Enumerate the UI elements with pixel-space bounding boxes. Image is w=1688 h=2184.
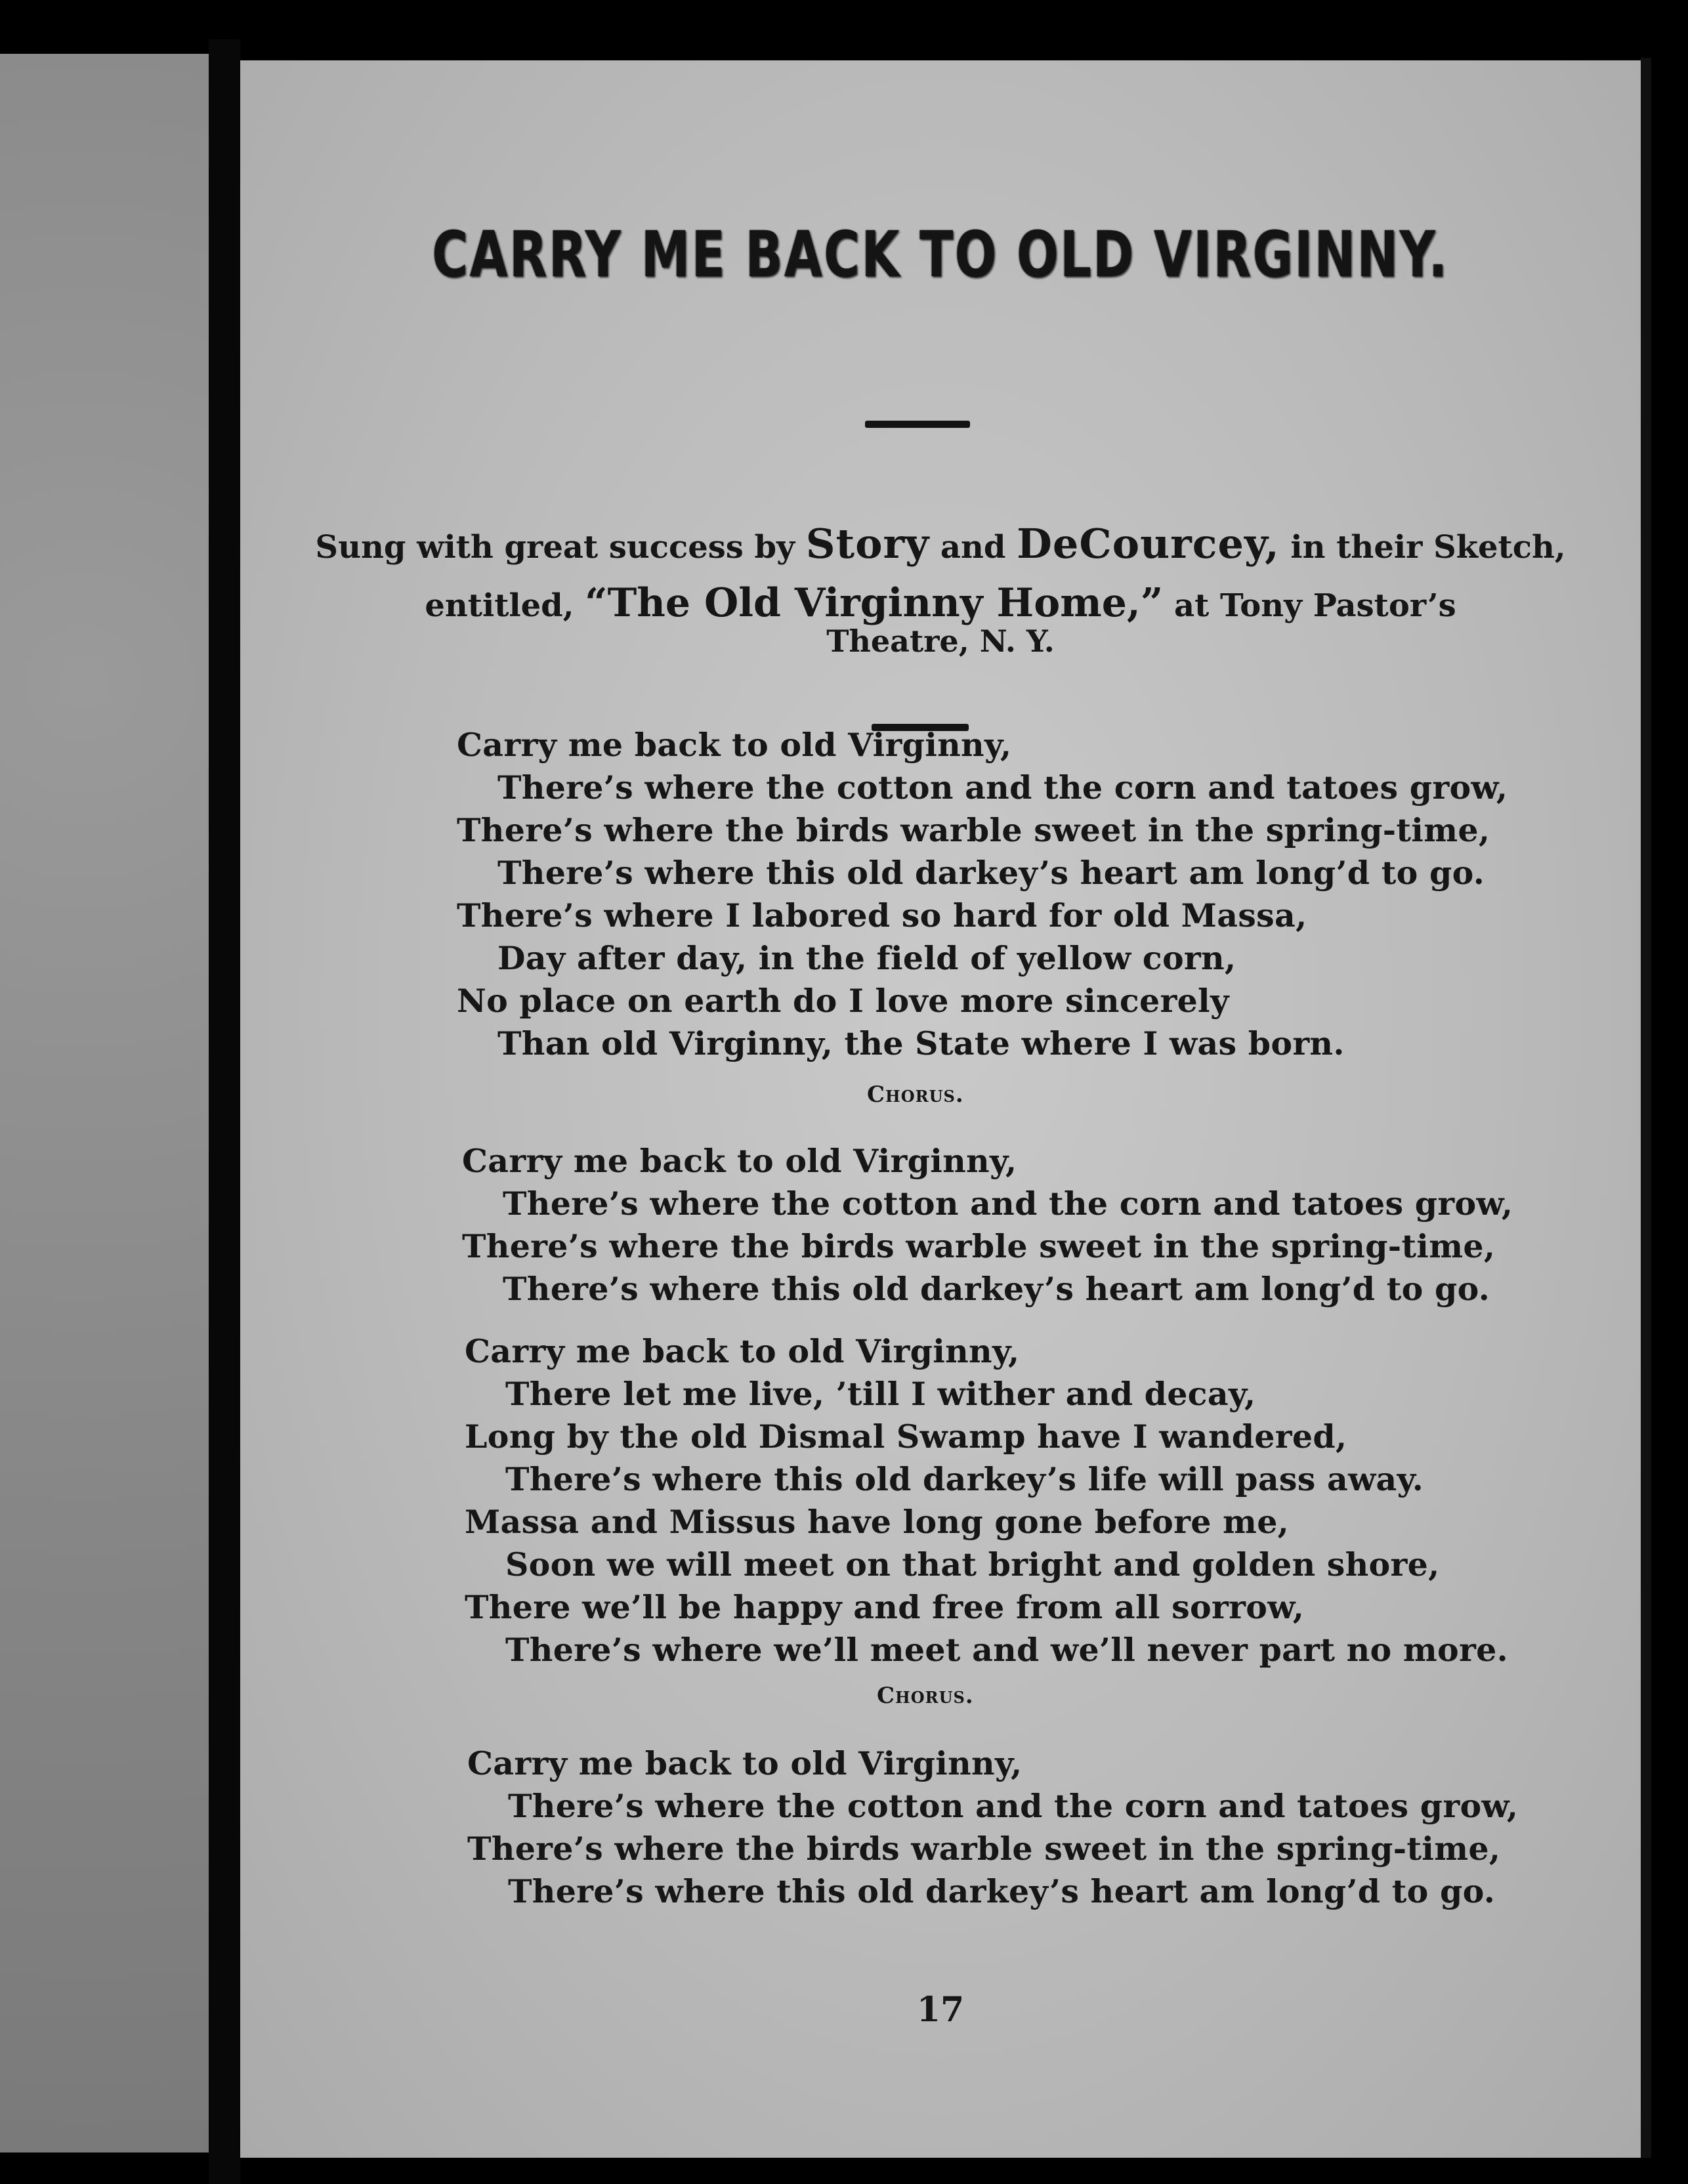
book-gutter (209, 39, 240, 2184)
lyric-line: Massa and Missus have long gone before me, (465, 1503, 1290, 1541)
lyric-line: There’s where we’ll meet and we’ll never part no more. (505, 1631, 1508, 1669)
chorus-label: Chorus. (877, 1683, 974, 1709)
lyric-line: There’s where the cotton and the corn and tatoes grow, (503, 1185, 1513, 1223)
subtitle-text: in their Sketch, (1279, 529, 1566, 566)
chorus-label: Chorus. (867, 1082, 964, 1108)
lyric-line: Carry me back to old Virginny, (467, 1744, 1023, 1782)
subtitle-text: entitled, (425, 587, 585, 624)
song-title: CARRY ME BACK TO OLD VIRGINNY. (432, 218, 1449, 291)
lyric-line: Carry me back to old Virginny, (465, 1332, 1020, 1370)
performer-name: DeCourcey, (1017, 520, 1280, 568)
lyrics (240, 60, 1641, 2158)
subtitle-text: at Tony Pastor’s (1163, 587, 1456, 624)
lyric-line: There’s where the birds warble sweet in the spring-time, (457, 811, 1490, 849)
lyric-line: There’s where the cotton and the corn and tatoes grow, (497, 768, 1508, 807)
lyric-line: Soon we will meet on that bright and golden shore, (505, 1545, 1440, 1584)
page-number: 17 (916, 1990, 965, 2030)
lyric-line: Than old Virginny, the State where I was born. (497, 1024, 1345, 1062)
page-edge (1641, 58, 1651, 2158)
lyric-line: There’s where the cotton and the corn and tatoes grow, (508, 1787, 1519, 1825)
lyric-line: There’s where the birds warble sweet in the spring-time, (467, 1830, 1501, 1868)
lyric-line: Carry me back to old Virginny, (462, 1142, 1017, 1180)
lyric-line: There let me live, ’till I wither and decay, (505, 1375, 1256, 1413)
subtitle-text: Sung with great success by (315, 529, 806, 566)
facing-page (0, 54, 209, 2152)
lyric-line: Day after day, in the field of yellow corn, (497, 939, 1236, 977)
lyric-line: Carry me back to old Virginny, (457, 726, 1012, 764)
lyric-line: There we’ll be happy and free from all sorrow, (465, 1588, 1305, 1626)
lyric-line: Long by the old Dismal Swamp have I wandered, (465, 1418, 1347, 1456)
song-page (240, 60, 1641, 2158)
lyric-line: There’s where this old darkey’s heart am long’d to go. (508, 1872, 1496, 1910)
lyric-line: There’s where this old darkey’s heart am long’d to go. (503, 1270, 1490, 1308)
sketch-title: “The Old Virginny Home,” (585, 580, 1164, 626)
lyric-line: No place on earth do I love more sincerely (457, 982, 1229, 1020)
subtitle-text: and (929, 529, 1017, 566)
lyric-line: There’s where this old darkey’s heart am long’d to go. (497, 854, 1485, 892)
subtitle-line-3: Theatre, N. Y. (826, 623, 1055, 659)
performer-name: Story (805, 520, 930, 568)
lyric-line: There’s where I labored so hard for old Massa, (457, 896, 1307, 934)
lyric-line: There’s where this old darkey’s life will pass away. (505, 1460, 1424, 1498)
lyric-line: There’s where the birds warble sweet in the spring-time, (462, 1227, 1496, 1265)
